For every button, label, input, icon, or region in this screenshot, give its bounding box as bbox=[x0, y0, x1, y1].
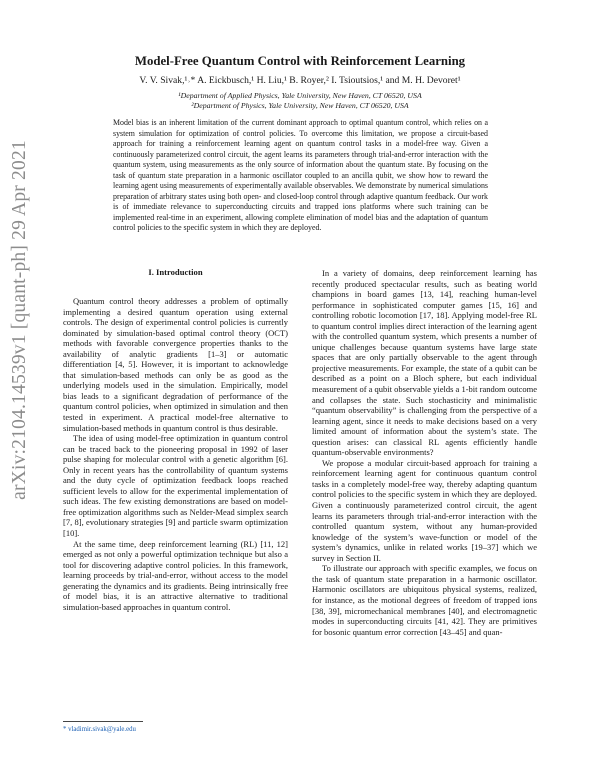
footnote-marker: * bbox=[63, 726, 67, 733]
paper-title: Model-Free Quantum Control with Reinforcement Learning bbox=[134, 54, 466, 68]
author-list: V. V. Sivak,¹˒* A. Eickbusch,¹ H. Liu,¹ B. Royer,² I. Tsioutsios,¹ and M. H. Devoret¹ bbox=[139, 75, 461, 86]
arxiv-identifier[interactable]: arXiv:2104.14539v1 [quant-ph] 29 Apr 2021 bbox=[9, 140, 31, 500]
paragraph: We propose a modular circuit-based approach for training a reinforcement learning agent for continuous quantum control tasks in a completely model-free way, thereby adapting quantum control policies to the specific system in which they are deployed. Given a continuously parameterized control circuit, the agent learns its parameters through trial-and-error interaction with the controlled quantum system, without any human-provided knowledge of the system’s wave-function or model of the system’s dynamics, unlike in related works [19–37] which we survey in Section II. bbox=[312, 457, 537, 563]
section-heading: I. Introduction bbox=[148, 267, 203, 277]
right-column bbox=[312, 268, 537, 637]
affiliation-1: ¹Department of Applied Physics, Yale University, New Haven, CT 06520, USA bbox=[178, 91, 422, 100]
footnote bbox=[63, 726, 136, 733]
email-link[interactable]: vladimir.sivak@yale.edu bbox=[68, 726, 136, 733]
paragraph: In a variety of domains, deep reinforcement learning has recently produced spectacular results, such as beating world champions in board games [13, 14], reaching human-level performance in sophisticated computer games [15, 16] and controlling robotic locomotion [17, 18]. Applying model-free RL to quantum control implies direct interaction of the learning agent with the controlled quantum system, which presents a number of unique challenges because quantum systems have large state spaces that are only partially observable to the agent through projective measurements. For example, the state of a qubit can be described as a point on a Bloch sphere, but each individual measurement of a qubit observable yields a 1-bit random outcome and collapses the state. Such stochasticity and minimalistic “quantum observability” is challenging from the perspective of a learning agent, since it needs to make decisions based on a very limited amount of information about the system’s state. The question arises: can classical RL agents efficiently handle quantum-observable environments? bbox=[312, 268, 537, 458]
paragraph: At the same time, deep reinforcement learning (RL) [11, 12] emerged as not only a powerful optimization technique but also a tool for discovering adaptive control policies. In this framework, learning proceeds by trial-and-error, without access to the model generating the dynamics and its gradients. Being intrinsically free of model bias, it is an attractive alternative to traditional simulation-based approaches in quantum control. bbox=[63, 538, 288, 612]
paragraph: Quantum control theory addresses a problem of optimally implementing a desired quantum operation using external controls. The design of experimental control policies is currently dominated by simulation-based optimal control theory (OCT) methods with favorable convergence properties thanks to the availability of analytic gradients [1–3] or automatic differentiation [4, 5]. However, it is important to acknowledge that simulation-based methods can only be as good as the underlying models used in the simulation. Empirically, model bias leads to a significant degradation of performance of the quantum control policies, when optimized in simulation and then tested in experiment. A practical model-free alternative to simulation-based methods in quantum control is thus desirable. bbox=[63, 296, 288, 433]
footnote-rule bbox=[63, 721, 143, 722]
affiliation-2: ²Department of Physics, Yale University, New Haven, CT 06520, USA bbox=[191, 101, 409, 110]
arxiv-stamp bbox=[2, 60, 38, 580]
paragraph: To illustrate our approach with specific examples, we focus on the task of quantum state preparation in a harmonic oscillator. Harmonic oscillators are ubiquitous physical systems, realized, for instance, as the motional degrees of freedom of trapped ions [38, 39], micromechanical membranes [40], and electromagnetic modes in superconducting circuits [41, 42]. They are primitives for bosonic quantum error correction [43–45] and quan- bbox=[312, 563, 537, 637]
abstract: Model bias is an inherent limitation of the current dominant approach to optimal quantum control, which relies on a system simulation for optimization of control policies. To overcome this limitation, we propose a circuit-based approach for training a reinforcement learning agent on quantum control tasks in a model-free way. Given a continuously parameterized control circuit, the agent learns its parameters through trial-and-error interaction with the quantum system, using measurements as the only source of information about the quantum state. By focusing on the task of quantum state preparation in a harmonic oscillator coupled to an ancilla qubit, we show how to reward the learning agent using measurements of experimentally available observables. We demonstrate by numerical simulations preparation of arbitrary states using both open- and closed-loop control through adaptive quantum feedback. Our work is of immediate relevance to superconducting circuits and trapped ions platforms where such training can be implemented real-time in an experiment, allowing complete elimination of model bias and the adaptation of quantum control policies to the specific system in which they are deployed. bbox=[113, 118, 489, 232]
left-column bbox=[63, 296, 288, 612]
paragraph: The idea of using model-free optimization in quantum control can be traced back to the pioneering proposal in 1992 of laser pulse shaping for molecular control with a genetic algorithm [6]. Only in recent years has the controllability of quantum systems and the duty cycle of optimization feedback loops reached sufficient levels to allow for the experimental implementation of such ideas. The few existing demonstrations are based on model-free optimization algorithms such as Nelder-Mead simplex search [7, 8], evolutionary strategies [9] and particle swarm optimization [10]. bbox=[63, 433, 288, 539]
